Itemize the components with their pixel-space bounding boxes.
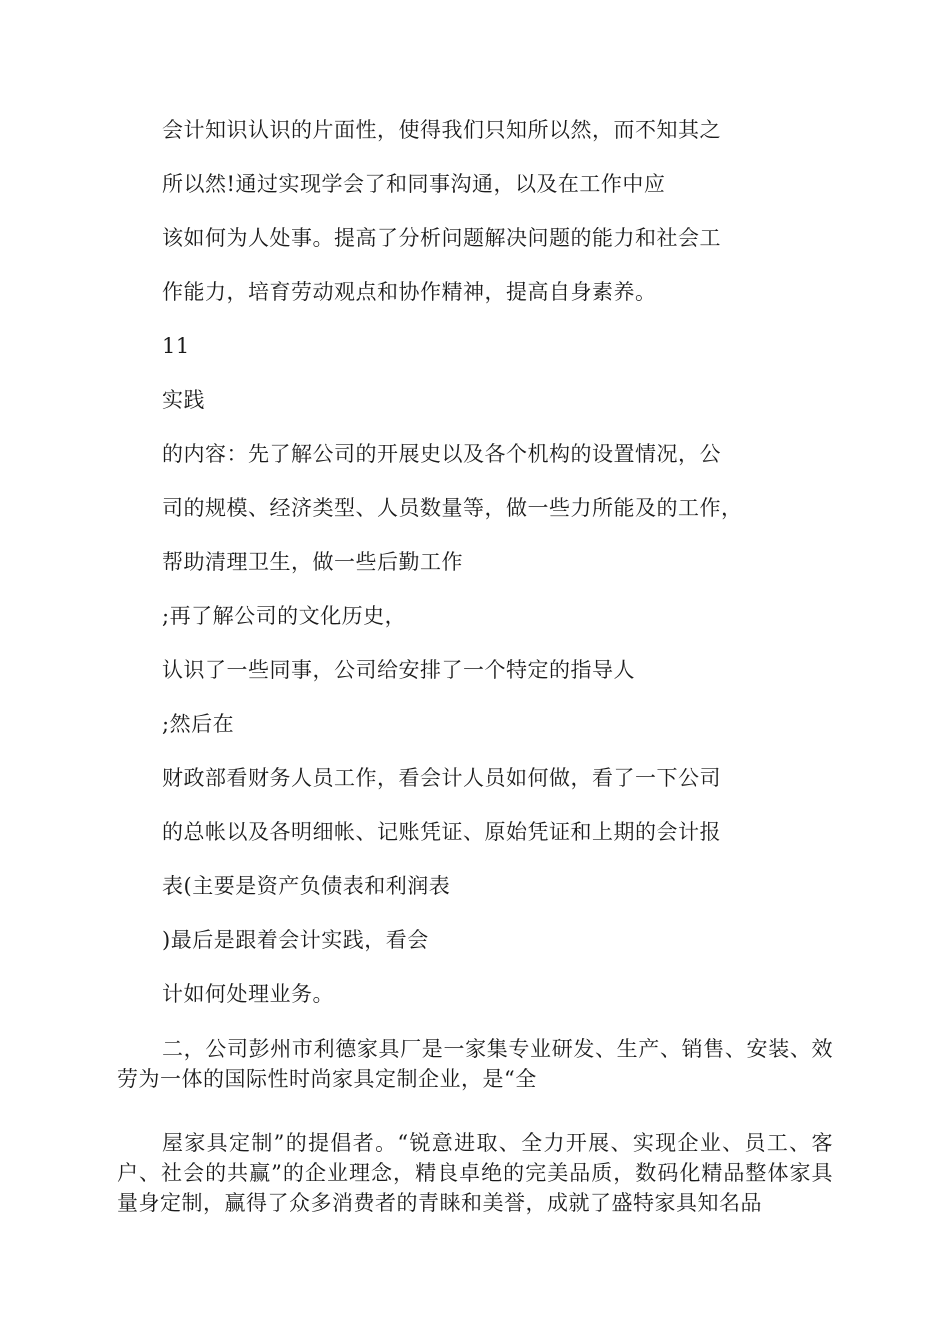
paragraph-company-intro: 二，公司彭州市利德家具厂是一家集专业研发、生产、销售、安装、效劳为一体的国际性时尚家具定制企业，是“全 bbox=[117, 1037, 833, 1091]
text-line: 认识了一些同事，公司给安排了一个特定的指导人 bbox=[162, 658, 635, 682]
text-line: 所以然!通过实现学会了和同事沟通，以及在工作中应 bbox=[162, 172, 666, 196]
text-line: 帮助清理卫生，做一些后勤工作 bbox=[162, 550, 463, 574]
text-line: 司的规模、经济类型、人员数量等，做一些力所能及的工作， bbox=[162, 496, 743, 520]
text-line: 该如何为人处事。提高了分析问题解决问题的能力和社会工 bbox=[162, 226, 721, 250]
text-line: 实践 bbox=[162, 388, 205, 412]
text-line: 财政部看财务人员工作，看会计人员如何做，看了一下公司 bbox=[162, 766, 721, 790]
text-line: 作能力，培育劳动观点和协作精神，提高自身素养。 bbox=[162, 280, 657, 304]
text-line: )最后是跟着会计实践，看会 bbox=[162, 928, 429, 952]
page-number: 11 bbox=[162, 334, 190, 358]
text-line: 表(主要是资产负债表和利润表 bbox=[162, 874, 451, 898]
text-line: 的总帐以及各明细帐、记账凭证、原始凭证和上期的会计报 bbox=[162, 820, 721, 844]
text-line: ;然后在 bbox=[162, 712, 235, 736]
text-line: 的内容：先了解公司的开展史以及各个机构的设置情况，公 bbox=[162, 442, 721, 466]
text-line: 会计知识认识的片面性，使得我们只知所以然，而不知其之 bbox=[162, 118, 721, 142]
text-line: ;再了解公司的文化历史， bbox=[162, 604, 407, 628]
text-line: 计如何处理业务。 bbox=[162, 982, 334, 1006]
paragraph-company-philosophy: 屋家具定制”的提倡者。“锐意进取、全力开展、实现企业、员工、客户、社会的共赢”的企业理念，精良卓绝的完美品质，数码化精品整体家具量身定制，赢得了众多消费者的青睐和美誉，成就了盛特家具知名品 bbox=[117, 1131, 833, 1215]
